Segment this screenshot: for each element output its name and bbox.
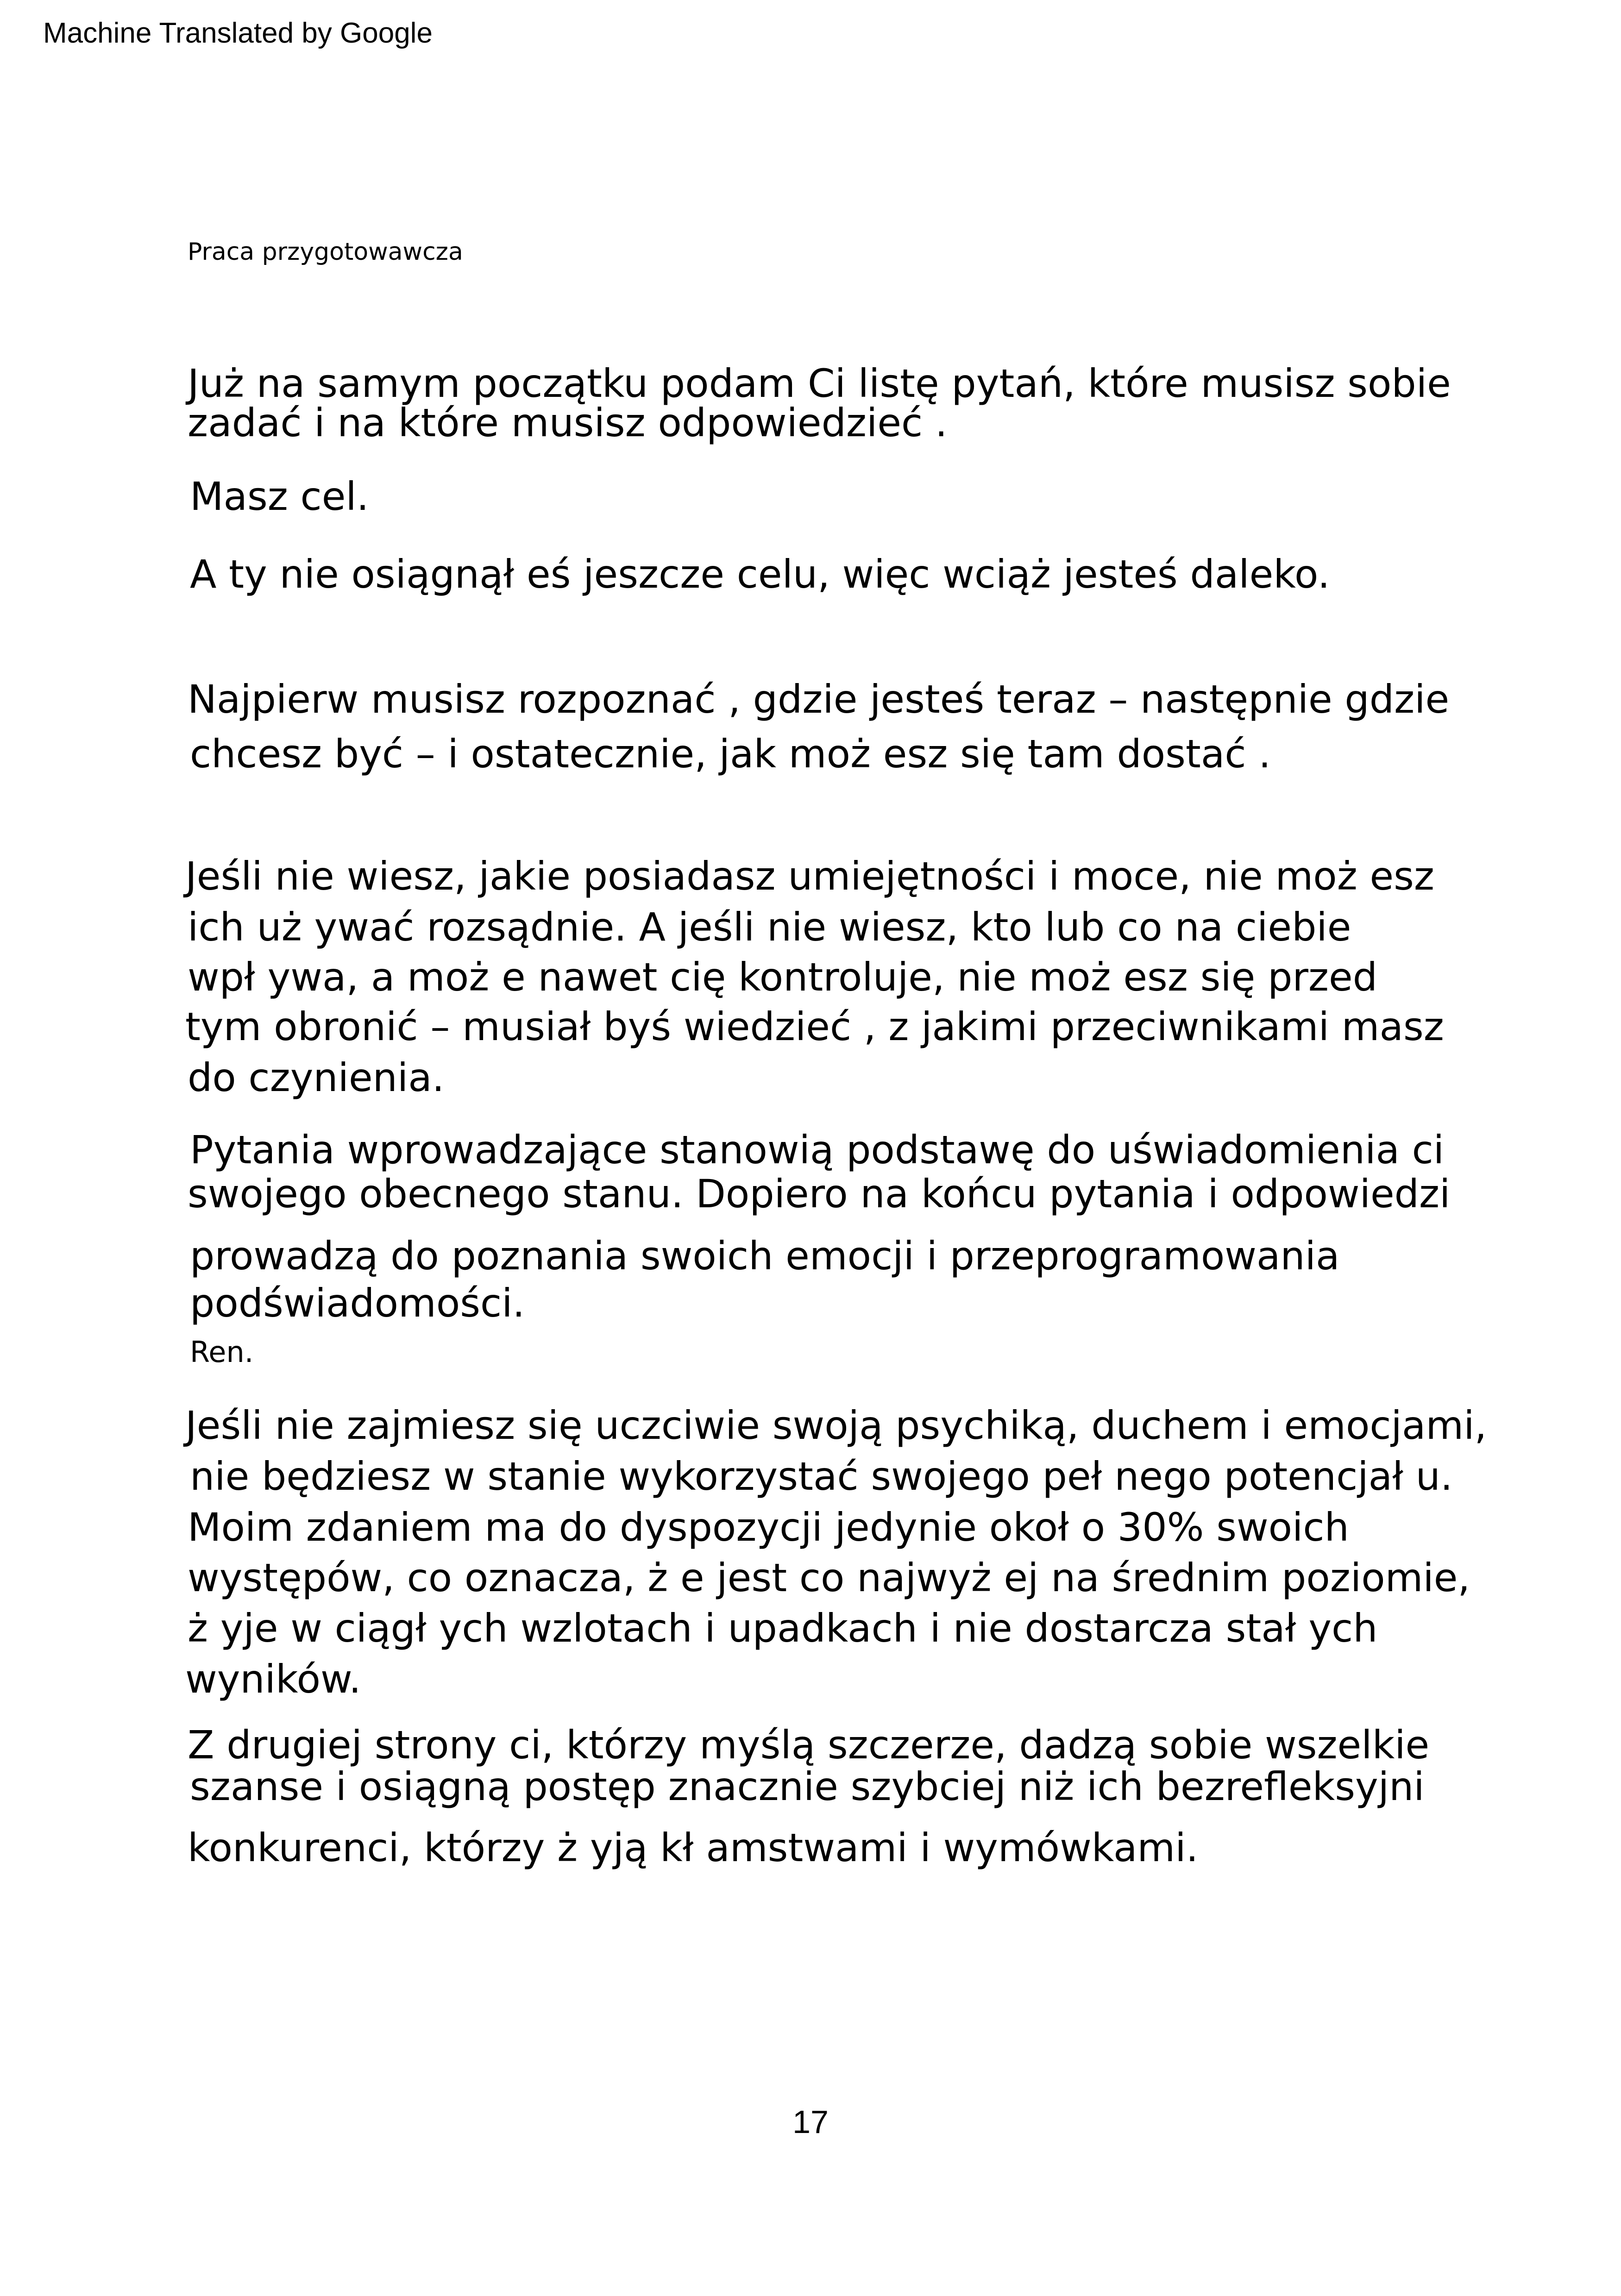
text-line: szanse i osiągną postęp znacznie szybciej niż ich bezrefleksyjni [190, 1764, 1425, 1809]
machine-translation-banner: Machine Translated by Google [43, 17, 433, 49]
text-line: konkurenci, którzy ż yją kł amstwami i wymówkami. [188, 1825, 1199, 1870]
text-line: ż yje w ciągł ych wzlotach i upadkach i nie dostarcza stał ych [188, 1606, 1378, 1651]
text-line: Już na samym początku podam Ci listę pytań, które musisz sobie [188, 361, 1451, 406]
text-line: swojego obecnego stanu. Dopiero na końcu pytania i odpowiedzi [188, 1171, 1451, 1217]
text-line: A ty nie osiągnął eś jeszcze celu, więc wciąż jesteś daleko. [190, 552, 1330, 597]
text-line: nie będziesz w stanie wykorzystać swojego peł nego potencjał u. [190, 1454, 1453, 1499]
section-header: Praca przygotowawcza [188, 238, 463, 266]
text-line-small: Ren. [190, 1335, 254, 1369]
text-line: Jeśli nie wiesz, jakie posiadasz umiejętności i moce, nie moż esz [185, 853, 1435, 899]
text-line: wpł ywa, a moż e nawet cię kontroluje, nie moż esz się przed [188, 954, 1378, 1000]
text-line: Z drugiej strony ci, którzy myślą szczerze, dadzą sobie wszelkie [188, 1722, 1430, 1768]
text-line: Najpierw musisz rozpoznać , gdzie jesteś teraz – następnie gdzie [188, 677, 1450, 722]
text-line: Moim zdaniem ma do dyspozycji jedynie okoł o 30% swoich [188, 1505, 1349, 1550]
text-line: występów, co oznacza, ż e jest co najwyż ej na średnim poziomie, [188, 1555, 1470, 1600]
text-line: chcesz być – i ostatecznie, jak moż esz się tam dostać . [190, 731, 1271, 777]
text-line: zadać i na które musisz odpowiedzieć . [188, 400, 948, 445]
text-line: ich uż ywać rozsądnie. A jeśli nie wiesz, kto lub co na ciebie [188, 904, 1351, 950]
text-line: prowadzą do poznania swoich emocji i przeprogramowania [190, 1233, 1340, 1279]
text-line: wyników. [185, 1656, 361, 1702]
text-line: podświadomości. [190, 1280, 525, 1326]
text-line: do czynienia. [188, 1055, 445, 1100]
text-line: Jeśli nie zajmiesz się uczciwie swoją psychiką, duchem i emocjami, [185, 1403, 1487, 1448]
text-line: tym obronić – musiał byś wiedzieć , z jakimi przeciwnikami masz [185, 1004, 1444, 1049]
page-number: 17 [792, 2104, 829, 2140]
text-line: Pytania wprowadzające stanowią podstawę do uświadomienia ci [190, 1127, 1445, 1173]
text-line: Masz cel. [190, 474, 369, 519]
